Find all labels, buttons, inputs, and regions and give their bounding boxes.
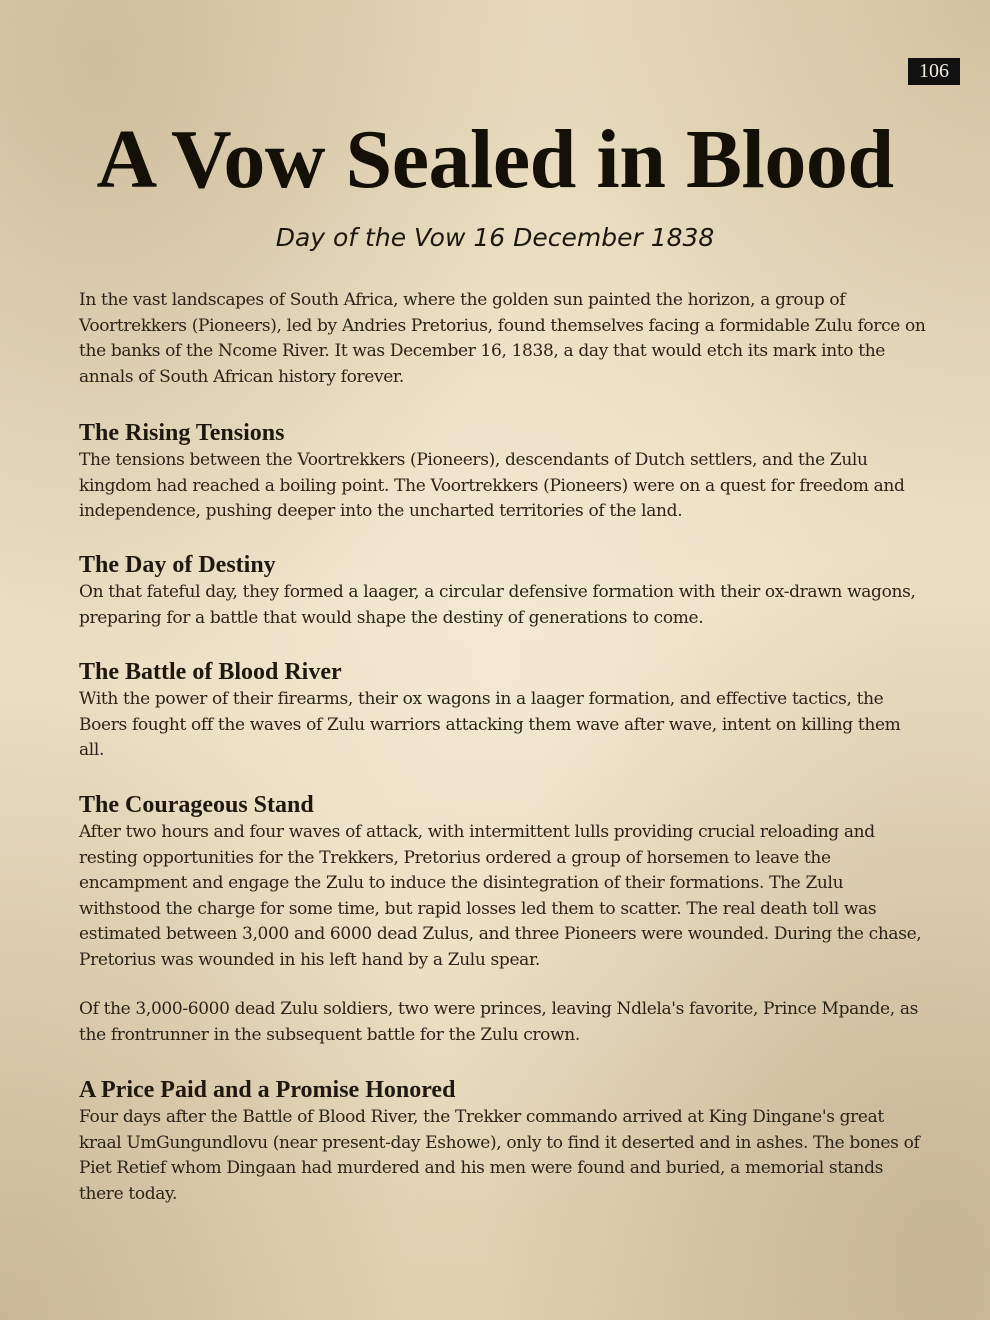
section-paragraph: On that fateful day, they formed a laager, a circular defensive formation with their ox-drawn wagons, preparing for a battle that would shape the destiny of generations to come.	[79, 582, 916, 628]
section-battle-of-blood-river	[79, 657, 929, 764]
section-paragraph: With the power of their firearms, their ox wagons in a laager formation, and effective tactics, the Boers fought off the waves of Zulu warriors attacking them wave after wave, intent on killing them all.	[79, 689, 901, 760]
section-heading: The Battle of Blood River	[79, 659, 342, 685]
section-paragraph: After two hours and four waves of attack, with intermittent lulls providing crucial reloading and resting opportunities for the Trekkers, Pretorius ordered a group of horsemen to leave the encampment and engage the Zulu to induce the disintegration of their formations. The Zulu withstood the charge for some time, but rapid losses led them to scatter. The real death toll was estimated between 3,000 and 6000 dead Zulus, and three Pioneers were wounded. During the chase, Pretorius was wounded in his left hand by a Zulu spear.	[79, 822, 922, 970]
section-day-of-destiny	[79, 550, 929, 631]
page-number: 106	[908, 58, 960, 85]
section-courageous-stand-continued	[79, 997, 929, 1048]
section-heading: The Rising Tensions	[79, 420, 285, 446]
section-courageous-stand	[79, 790, 929, 973]
page-title: A Vow Sealed in Blood	[96, 113, 894, 206]
section-heading: A Price Paid and a Promise Honored	[79, 1077, 456, 1103]
intro-paragraph: In the vast landscapes of South Africa, where the golden sun painted the horizon, a group of Voortrekkers (Pioneers), led by Andries Pretorius, found themselves facing a formidable Zulu force on the banks of the Ncome River. It was December 16, 1838, a day that would etch its mark into the annals of South African history forever.	[79, 290, 926, 387]
section-paragraph: Four days after the Battle of Blood River, the Trekker commando arrived at King Dingane's great kraal UmGungundlovu (near present-day Eshowe), only to find it deserted and in ashes. The bones of Piet Retief whom Dingaan had murdered and his men were found and buried, a memorial stands there today.	[79, 1107, 920, 1204]
section-rising-tensions	[79, 418, 929, 525]
section-heading: The Courageous Stand	[79, 792, 314, 818]
intro-block	[79, 288, 929, 390]
section-paragraph: Of the 3,000-6000 dead Zulu soldiers, two were princes, leaving Ndlela's favorite, Prince Mpande, as the frontrunner in the subsequent battle for the Zulu crown.	[79, 999, 919, 1045]
page-subtitle: Day of the Vow 16 December 1838	[275, 223, 715, 252]
section-paragraph: The tensions between the Voortrekkers (Pioneers), descendants of Dutch settlers, and the Zulu kingdom had reached a boiling point. The Voortrekkers (Pioneers) were on a quest for freedom and independence, pushing deeper into the uncharted territories of the land.	[79, 450, 905, 521]
section-heading: The Day of Destiny	[79, 552, 276, 578]
section-price-paid	[79, 1075, 929, 1207]
